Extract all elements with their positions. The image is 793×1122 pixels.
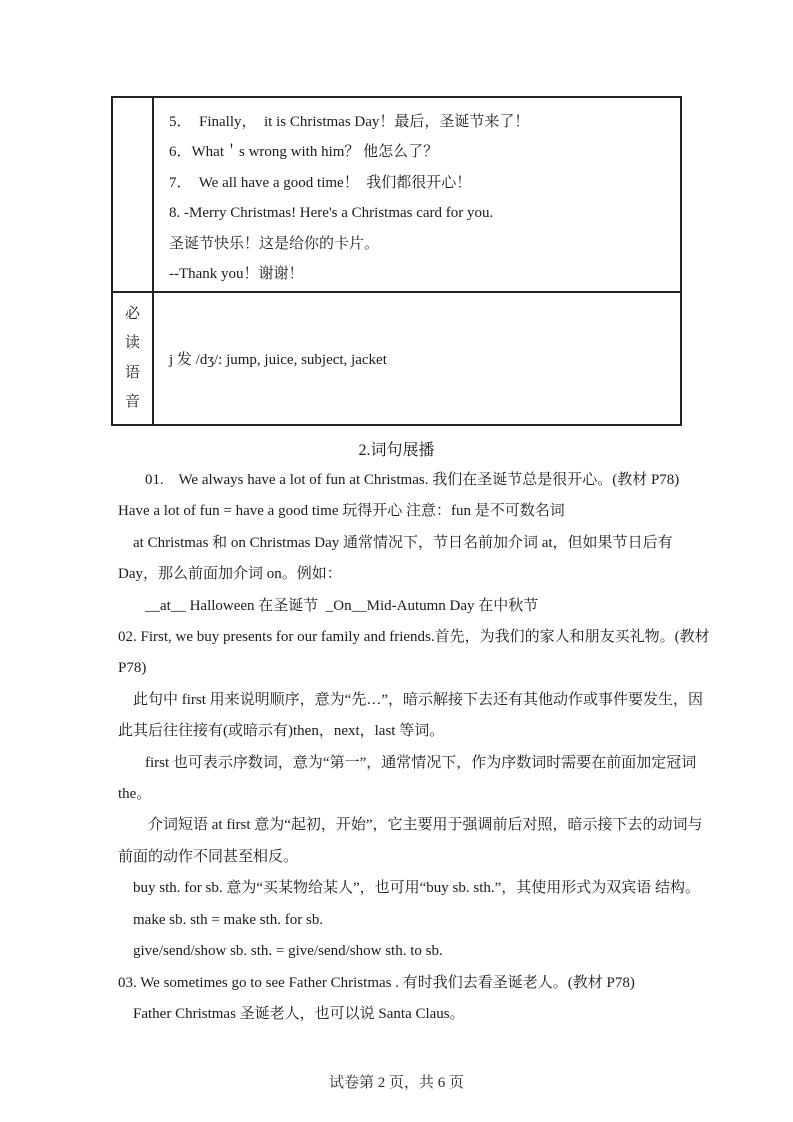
paragraph-line: Day，那么前面加介词 on。例如： bbox=[118, 566, 342, 583]
sentence-line: 6．What＇s wrong with him？ 他怎么了？ bbox=[169, 144, 439, 161]
phonetics-label-char: 语 bbox=[124, 364, 140, 381]
paragraph-line: the。 bbox=[118, 786, 152, 803]
paragraph-line: 03. We sometimes go to see Father Christmas . 有时我们去看圣诞老人。(教材 P78) bbox=[118, 974, 635, 991]
paragraph-line: 介词短语 at first 意为“起初，开始”，它主要用于强调前后对照，暗示接下去的动词与 bbox=[148, 817, 703, 834]
paragraph-line: __at__ Halloween 在圣诞节 _On__Mid-Autumn Day 在中秋节 bbox=[145, 597, 539, 614]
paragraph-line: give/send/show sb. sth. = give/send/show sth. to sb. bbox=[133, 943, 443, 960]
paragraph-line: 此其后往往接有(或暗示有)then，next，last 等词。 bbox=[118, 723, 445, 740]
phonetics-label-char: 读 bbox=[124, 335, 140, 351]
paragraph-line: 前面的动作不同甚至相反。 bbox=[118, 848, 299, 865]
section-body bbox=[118, 465, 710, 1030]
table-row1-label-cell bbox=[113, 98, 154, 293]
sentence-line: 7． We all have a good time！ 我们都很开心！ bbox=[169, 174, 472, 191]
paragraph-line: 此句中 first 用来说明顺序，意为“先…”，暗示解接下去还有其他动作或事件要发生，因 bbox=[133, 691, 703, 708]
sentence-line: 5． Finally， it is Christmas Day！最后，圣诞节来了！ bbox=[169, 114, 530, 130]
paragraph-line: buy sth. for sb. 意为“买某物给某人”，也可用“buy sb. sth.”，其使用形式为双宾语 结构。 bbox=[133, 880, 701, 897]
page-footer: 试卷第 2 页，共 6 页 bbox=[328, 1075, 464, 1091]
phonetics-content: j 发 /dʒ/: jump, juice, subject, jacket bbox=[169, 352, 387, 368]
phonetics-label-cell bbox=[113, 293, 154, 424]
paragraph-line: 02. First, we buy presents for our family and friends.首先，为我们的家人和朋友买礼物。(教材 bbox=[118, 629, 710, 646]
section-word-sentence bbox=[118, 436, 710, 1030]
paragraph-line: Have a lot of fun = have a good time 玩得开心 注意：fun 是不可数名词 bbox=[118, 503, 565, 520]
paragraph-line: first 也可表示序数词，意为“第一”，通常情况下，作为序数词时需要在前面加定冠词 bbox=[145, 754, 697, 771]
phonetics-label-char: 必 bbox=[124, 305, 140, 322]
paragraph-line: P78) bbox=[118, 660, 147, 677]
table-row1-content-cell bbox=[154, 98, 680, 293]
sentence-line: 8. -Merry Christmas! Here's a Christmas card for you. bbox=[169, 205, 494, 222]
section-heading: 2.词句展播 bbox=[358, 442, 435, 459]
phonetics-content-cell bbox=[154, 293, 680, 424]
sentence-line: 圣诞节快乐！这是给你的卡片。 bbox=[169, 235, 380, 252]
paragraph-line: at Christmas 和 on Christmas Day 通常情况下，节日名前加介词 at，但如果节日后有 bbox=[133, 534, 673, 551]
paragraph-line: make sb. sth = make sth. for sb. bbox=[133, 911, 324, 928]
phonetics-label-char: 音 bbox=[124, 394, 140, 410]
paragraph-line: Father Christmas 圣诞老人，也可以说 Santa Claus。 bbox=[133, 1005, 465, 1022]
sentence-line: --Thank you！谢谢！ bbox=[169, 266, 304, 283]
paragraph-line: 01. We always have a lot of fun at Christmas. 我们在圣诞节总是很开心。(教材 P78) bbox=[145, 472, 680, 488]
dialogue-table bbox=[111, 96, 682, 426]
